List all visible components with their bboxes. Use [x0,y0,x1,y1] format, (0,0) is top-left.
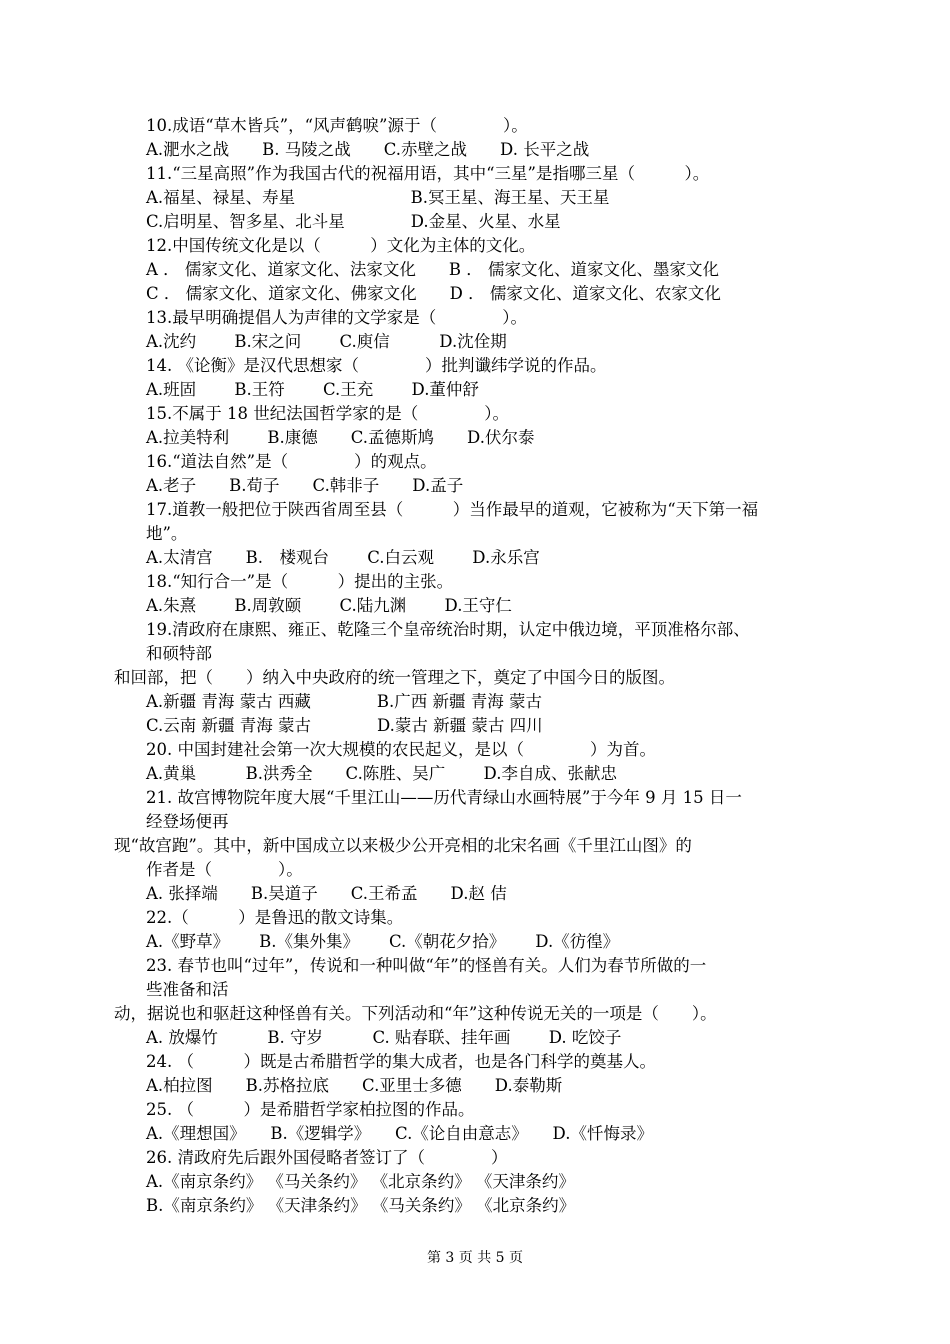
question-10: 10.成语“草木皆兵”，“风声鹤唳”源于（ ）。 [146,116,528,135]
question-19-continued: 和硕特部 [146,644,212,663]
question-14-options: A.班固 B.王符 C.王充 D.董仲舒 [146,380,479,399]
question-25: 25. （ ）是希腊哲学家柏拉图的作品。 [146,1100,475,1119]
question-18-options: A.朱熹 B.周敦颐 C.陆九渊 D.王守仁 [146,596,512,615]
question-11: 11.“三星高照”作为我国古代的祝福用语，其中“三星”是指哪三星（ ）。 [146,164,710,183]
question-16: 16.“道法自然”是（ ）的观点。 [146,452,437,471]
question-21-options: A. 张择端 B.吴道子 C.王希孟 D.赵 佶 [146,884,507,903]
question-12-options-ab: A ． 儒家文化、道家文化、法家文化 B ． 儒家文化、道家文化、墨家文化 [146,260,720,279]
question-19-continued-2: 和回部，把（ ）纳入中央政府的统一管理之下，奠定了中国今日的版图。 [114,668,675,687]
question-26-option-b: B.《南京条约》 《天津条约》 《马关条约》 《北京条约》 [146,1196,576,1215]
question-21: 21. 故宫博物院年度大展“千里江山——历代青绿山水画特展”于今年 9 月 15 日一 [146,788,742,807]
question-16-options: A.老子 B.荀子 C.韩非子 D.孟子 [146,476,464,495]
question-12-options-cd: C ． 儒家文化、道家文化、佛家文化 D ． 儒家文化、道家文化、农家文化 [146,284,721,303]
question-10-options: A.淝水之战 B. 马陵之战 C.赤壁之战 D. 长平之战 [146,140,590,159]
question-23-continued-2: 动，据说也和驱赶这种怪兽有关。下列活动和“年”这种传说无关的一项是（ ）。 [114,1004,717,1023]
question-17-options: A.太清宫 B. 楼观台 C.白云观 D.永乐宫 [146,548,540,567]
question-21-continued: 经登场便再 [146,812,229,831]
question-19-options-ab: A.新疆 青海 蒙古 西藏 B.广西 新疆 青海 蒙古 [146,692,542,711]
question-15: 15.不属于 18 世纪法国哲学家的是（ ）。 [146,404,509,423]
question-17: 17.道教一般把位于陕西省周至县（ ）当作最早的道观，它被称为“天下第一福 [146,500,759,519]
question-19-options-cd: C.云南 新疆 青海 蒙古 D.蒙古 新疆 蒙古 四川 [146,716,543,735]
question-24: 24. （ ）既是古希腊哲学的集大成者，也是各门科学的奠基人。 [146,1052,656,1071]
question-22-options: A.《野草》 B.《集外集》 C.《朝花夕拾》 D.《彷徨》 [146,932,620,951]
question-11-options-ab: A.福星、禄星、寿星 B.冥王星、海王星、天王星 [146,188,610,207]
question-25-options: A.《理想国》 B.《逻辑学》 C.《论自由意志》 D.《忏悔录》 [146,1124,653,1143]
question-19: 19.清政府在康熙、雍正、乾隆三个皇帝统治时期，认定中俄边境，平顶准格尔部、 [146,620,750,639]
question-23: 23. 春节也叫“过年”，传说和一种叫做“年”的怪兽有关。人们为春节所做的一 [146,956,707,975]
question-13: 13.最早明确提倡人为声律的文学家是（ ）。 [146,308,527,327]
question-23-options: A. 放爆竹 B. 守岁 C. 贴春联、挂年画 D. 吃饺子 [146,1028,622,1047]
page-footer: 第 3 页 共 5 页 [426,1250,524,1266]
question-17-continued: 地”。 [146,524,188,543]
question-26-option-a: A.《南京条约》 《马关条约》 《北京条约》 《天津条约》 [146,1172,575,1191]
question-20: 20. 中国封建社会第一次大规模的农民起义，是以（ ）为首。 [146,740,656,759]
question-24-options: A.柏拉图 B.苏格拉底 C.亚里士多德 D.泰勒斯 [146,1076,563,1095]
question-22: 22.（ ）是鲁迅的散文诗集。 [146,908,404,927]
question-13-options: A.沈约 B.宋之问 C.庾信 D.沈佺期 [146,332,507,351]
question-21-continued-2: 现“故宫跑”。其中，新中国成立以来极少公开亮相的北宋名画《千里江山图》的 [114,836,692,855]
question-15-options: A.拉美特利 B.康德 C.孟德斯鸠 D.伏尔泰 [146,428,535,447]
question-18: 18.“知行合一”是（ ）提出的主张。 [146,572,454,591]
question-21-continued-3: 作者是（ ）。 [146,860,303,879]
question-12: 12.中国传统文化是以（ ）文化为主体的文化。 [146,236,536,255]
question-11-options-cd: C.启明星、智多星、北斗星 D.金星、火星、水星 [146,212,561,231]
question-23-continued: 些准备和活 [146,980,229,999]
question-26: 26. 清政府先后跟外国侵略者签订了（ ） [146,1148,508,1167]
question-20-options: A.黄巢 B.洪秀全 C.陈胜、吴广 D.李自成、张献忠 [146,764,617,783]
question-14: 14. 《论衡》是汉代思想家（ ）批判谶纬学说的作品。 [146,356,607,375]
